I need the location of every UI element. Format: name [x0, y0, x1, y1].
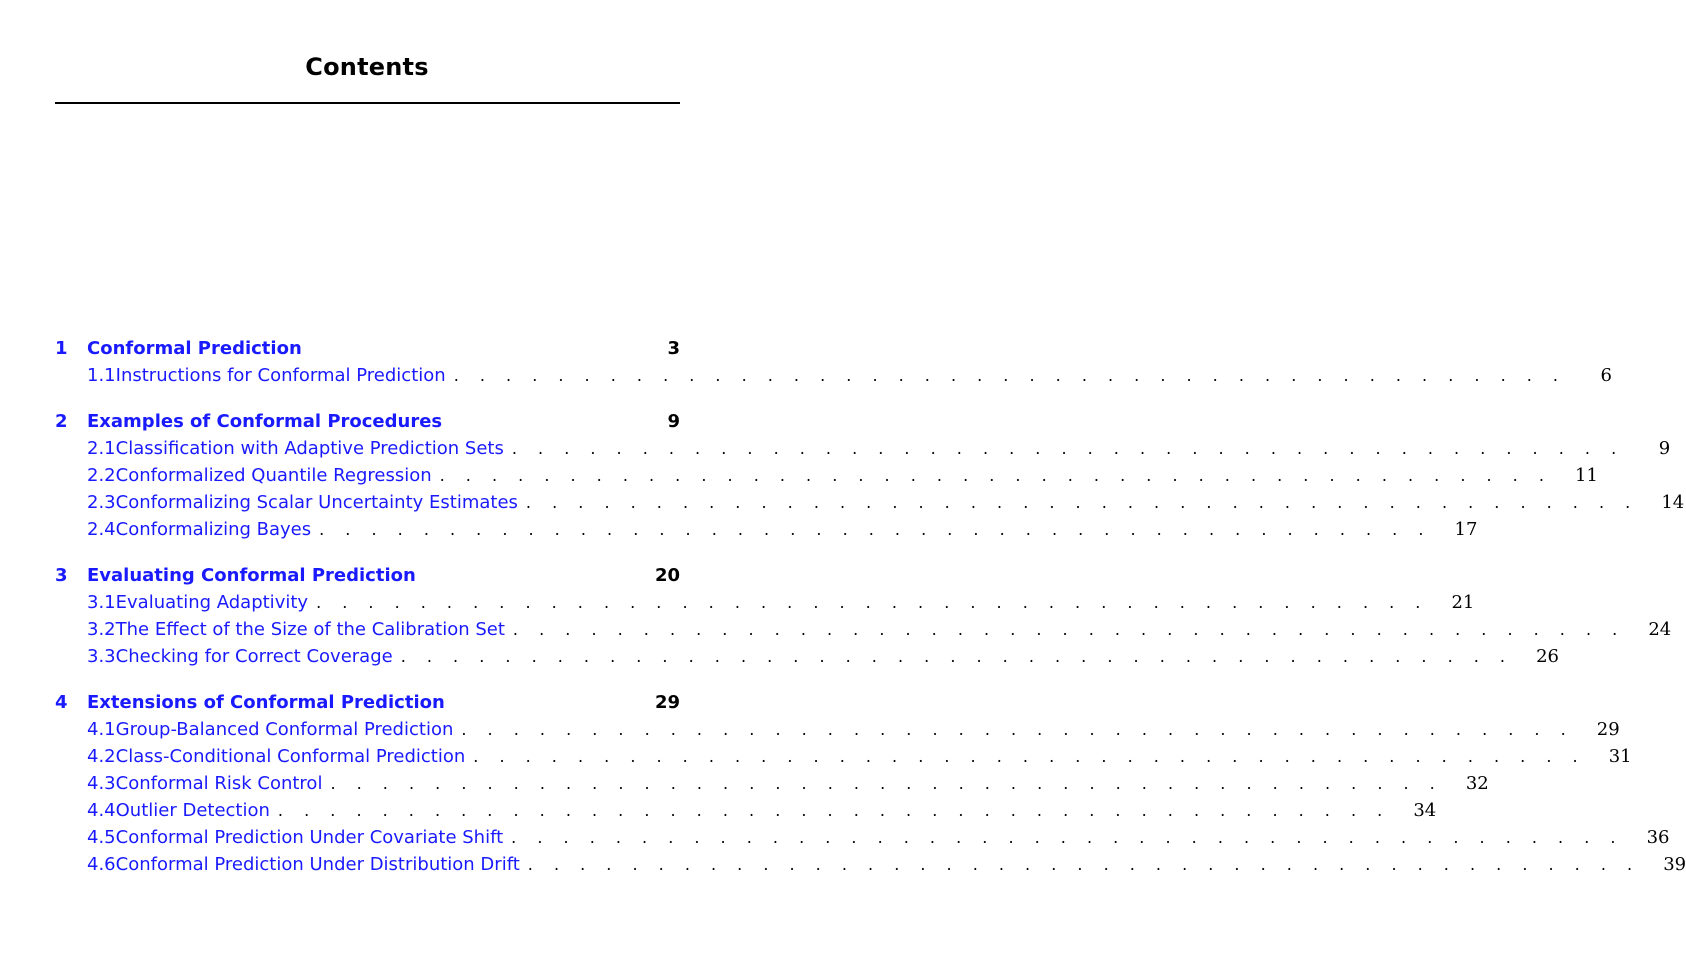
- dot-leader: . . . . . . . . . . . . . . . . . . . . . . . . . . . . . . . . . . . . . . . . . . .: [453, 366, 1566, 385]
- section-title-link[interactable]: Conformalizing Bayes: [115, 519, 312, 540]
- section-number[interactable]: 4.4: [87, 800, 116, 821]
- chapter-page-number: 20: [654, 565, 680, 586]
- dot-leader: . . . . . . . . . . . . . . . . . . . . . . . . . . . . . . . . . . . . . . . . . . .: [439, 466, 1552, 485]
- section-title-link[interactable]: Checking for Correct Coverage: [115, 646, 393, 667]
- dot-leader: . . . . . . . . . . . . . . . . . . . . . . . . . . . . . . . . . . . . . . . . . . .: [316, 593, 1429, 612]
- chapter-number[interactable]: 4: [55, 692, 68, 713]
- section-page-number: 39: [1663, 854, 1686, 875]
- section-title-link[interactable]: Outlier Detection: [115, 800, 270, 821]
- toc-chapter-entry[interactable]: [55, 336, 680, 362]
- section-number[interactable]: 3.1: [87, 592, 116, 613]
- dot-leader: . . . . . . . . . . . . . . . . . . . . . . . . . . . . . . . . . . . . . . . . . . .: [525, 493, 1639, 512]
- chapter-number[interactable]: 2: [55, 411, 68, 432]
- title-rule: [55, 102, 680, 104]
- toc-section-entry[interactable]: [55, 516, 1478, 543]
- table-of-contents: [55, 336, 1686, 898]
- section-page-number: 34: [1413, 800, 1437, 821]
- toc-chapter-entry[interactable]: [55, 690, 680, 716]
- dot-leader: . . . . . . . . . . . . . . . . . . . . . . . . . . . . . . . . . . . . . . . . . . .: [527, 855, 1641, 874]
- toc-chapter: [55, 690, 1686, 878]
- section-title-link[interactable]: Conformal Prediction Under Covariate Shift: [115, 827, 504, 848]
- section-number[interactable]: 4.2: [87, 746, 116, 767]
- section-title-link[interactable]: Conformal Risk Control: [115, 773, 323, 794]
- toc-section-entry[interactable]: [55, 362, 1612, 389]
- dot-leader: . . . . . . . . . . . . . . . . . . . . . . . . . . . . . . . . . . . . . . . . . . .: [319, 520, 1432, 539]
- section-page-number: 17: [1454, 519, 1478, 540]
- toc-chapter-entry[interactable]: [55, 563, 680, 589]
- toc-section-entry[interactable]: [55, 797, 1437, 824]
- chapter-number[interactable]: 1: [55, 338, 68, 359]
- chapter-page-number: 9: [667, 411, 680, 432]
- toc-section-entry[interactable]: [55, 616, 1672, 643]
- section-title-link[interactable]: Conformalizing Scalar Uncertainty Estimates: [115, 492, 518, 513]
- page-title: Contents: [305, 53, 429, 81]
- section-title-link[interactable]: Evaluating Adaptivity: [115, 592, 309, 613]
- toc-chapter-entry[interactable]: [55, 409, 680, 435]
- section-number[interactable]: 4.6: [87, 854, 116, 875]
- toc-section-entry[interactable]: [55, 462, 1598, 489]
- section-title-link[interactable]: Classification with Adaptive Prediction Sets: [115, 438, 504, 459]
- toc-section-entry[interactable]: [55, 589, 1475, 616]
- toc-section-entry[interactable]: [55, 643, 1560, 670]
- toc-section-entry[interactable]: [55, 770, 1489, 797]
- section-number[interactable]: 3.2: [87, 619, 116, 640]
- dot-leader: . . . . . . . . . . . . . . . . . . . . . . . . . . . . . . . . . . . . . . . . . . .: [511, 828, 1624, 847]
- section-title-link[interactable]: Conformalized Quantile Regression: [115, 465, 432, 486]
- toc-chapter: [55, 336, 1612, 389]
- section-page-number: 31: [1608, 746, 1632, 767]
- chapter-title-link[interactable]: Extensions of Conformal Prediction: [87, 692, 445, 713]
- section-page-number: 32: [1465, 773, 1489, 794]
- section-page-number: 11: [1575, 465, 1598, 486]
- toc-section-entry[interactable]: [55, 489, 1685, 516]
- section-page-number: 14: [1661, 492, 1685, 513]
- section-number[interactable]: 3.3: [87, 646, 116, 667]
- section-number[interactable]: 1.1: [87, 365, 116, 386]
- dot-leader: . . . . . . . . . . . . . . . . . . . . . . . . . . . . . . . . . . . . . . . . . . .: [277, 801, 1391, 820]
- section-title-link[interactable]: Class-Conditional Conformal Prediction: [115, 746, 466, 767]
- section-title-link[interactable]: The Effect of the Size of the Calibration Set: [115, 619, 505, 640]
- toc-section-entry[interactable]: [55, 743, 1632, 770]
- section-number[interactable]: 2.2: [87, 465, 116, 486]
- dot-leader: . . . . . . . . . . . . . . . . . . . . . . . . . . . . . . . . . . . . . . . . . . .: [461, 720, 1574, 739]
- dot-leader: . . . . . . . . . . . . . . . . . . . . . . . . . . . . . . . . . . . . . . . . . . .: [400, 647, 1514, 666]
- section-title-link[interactable]: Conformal Prediction Under Distribution Drift: [115, 854, 520, 875]
- section-number[interactable]: 4.3: [87, 773, 116, 794]
- section-number[interactable]: 2.3: [87, 492, 116, 513]
- chapter-page-number: 29: [654, 692, 680, 713]
- section-page-number: 26: [1536, 646, 1560, 667]
- dot-leader: . . . . . . . . . . . . . . . . . . . . . . . . . . . . . . . . . . . . . . . . . . .: [473, 747, 1586, 766]
- chapter-number[interactable]: 3: [55, 565, 68, 586]
- toc-section-entry[interactable]: [55, 824, 1670, 851]
- section-number[interactable]: 4.5: [87, 827, 116, 848]
- dot-leader: . . . . . . . . . . . . . . . . . . . . . . . . . . . . . . . . . . . . . . . . . . .: [330, 774, 1443, 793]
- toc-chapter: [55, 409, 1685, 543]
- dot-leader: . . . . . . . . . . . . . . . . . . . . . . . . . . . . . . . . . . . . . . . . . . .: [511, 439, 1625, 458]
- toc-section-entry[interactable]: [55, 435, 1671, 462]
- section-number[interactable]: 2.4: [87, 519, 116, 540]
- section-page-number: 9: [1658, 438, 1671, 459]
- toc-chapter: [55, 563, 1672, 670]
- section-number[interactable]: 4.1: [87, 719, 116, 740]
- chapter-page-number: 3: [667, 338, 680, 359]
- dot-leader: . . . . . . . . . . . . . . . . . . . . . . . . . . . . . . . . . . . . . . . . . . .: [512, 620, 1626, 639]
- toc-section-entry[interactable]: [55, 716, 1620, 743]
- section-page-number: 21: [1451, 592, 1475, 613]
- section-number[interactable]: 2.1: [87, 438, 116, 459]
- section-page-number: 29: [1596, 719, 1620, 740]
- toc-section-entry[interactable]: [55, 851, 1686, 878]
- chapter-title-link[interactable]: Examples of Conformal Procedures: [87, 411, 443, 432]
- chapter-title-link[interactable]: Evaluating Conformal Prediction: [87, 565, 416, 586]
- section-title-link[interactable]: Instructions for Conformal Prediction: [115, 365, 446, 386]
- section-page-number: 6: [1600, 365, 1612, 386]
- section-page-number: 24: [1648, 619, 1672, 640]
- section-title-link[interactable]: Group-Balanced Conformal Prediction: [115, 719, 454, 740]
- section-page-number: 36: [1646, 827, 1670, 848]
- chapter-title-link[interactable]: Conformal Prediction: [87, 338, 302, 359]
